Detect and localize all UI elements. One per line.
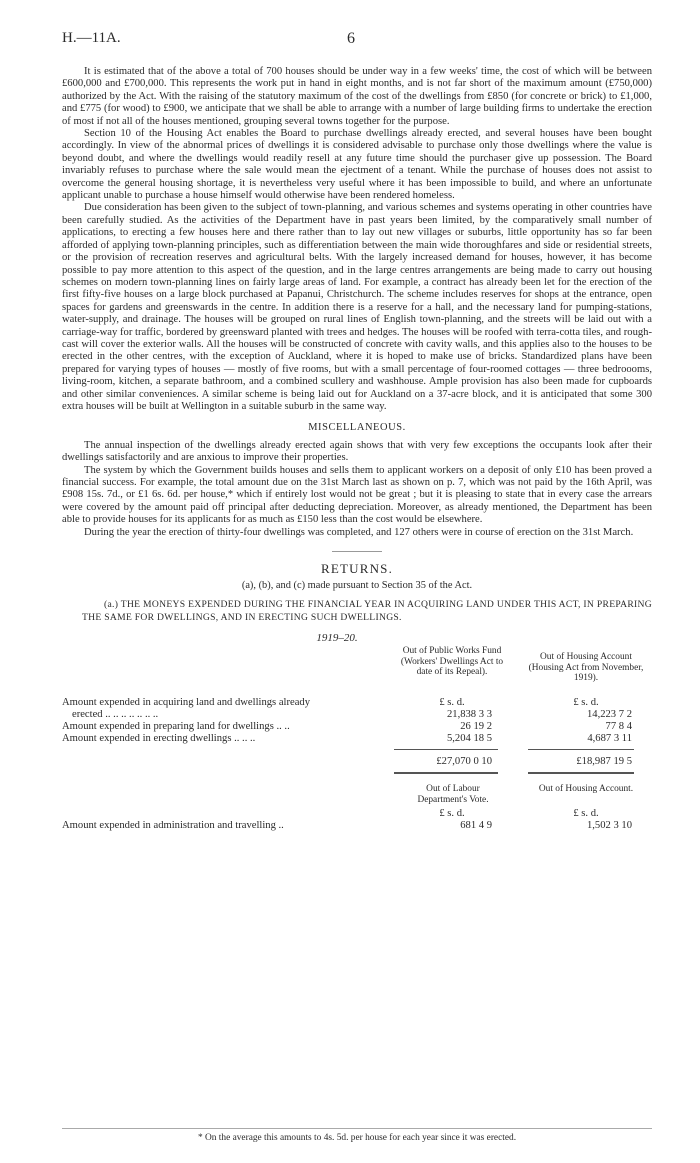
column-header-labour-department: Out of Labour Department's Vote. (417, 784, 489, 805)
table-cell: 4,687 3 11 (587, 733, 632, 745)
divider (528, 772, 634, 774)
paragraph: During the year the erection of thirty-four dwellings was completed, and 127 others were in course of erection on the 31st March. (84, 526, 634, 538)
paragraph: The annual inspection of the dwellings already erected again shows that with very few exceptions the occupants look after their dwellings satisfactorily and are anxious to improve their properties. (62, 439, 652, 464)
table-cell: 21,838 3 3 (446, 709, 492, 721)
row-label: erected .. .. .. .. .. .. .. (72, 709, 159, 721)
page-number: 6 (347, 30, 355, 47)
unit-header: £ s. d. (439, 697, 465, 709)
paragraph: The system by which the Government builds houses and sells them to applicant workers on a deposit of only £10 has been proved a financial success. For example, the total amount due on the 31st March last as shown on p. 7, which was not paid by the 16th April, was £908 15s. 7d., or £1 6s. 6d. per house,* which if entirely lost would not be great ; but it is pleasing to state that in every case the arrears were covered by the amount paid off principal after deducting depreciation. Moreover, as already mentioned, the Department has been able to provide houses for its applicants for as much as £150 less than the cost would be elsewhere. (62, 464, 652, 526)
unit-header: £ s. d. (439, 808, 465, 820)
document-code: H.—11A. (62, 30, 121, 46)
column-header-housing-account-2: Out of Housing Account. (538, 784, 634, 795)
returns-subtitle: (a), (b), and (c) made pursuant to Section 35 of the Act. (241, 580, 473, 592)
returns-title: RETURNS. (320, 561, 394, 577)
row-label: Amount expended in administration and travelling .. (62, 820, 284, 832)
unit-header: £ s. d. (573, 808, 599, 820)
unit-header: £ s. d. (573, 697, 599, 709)
page-body (62, 66, 652, 946)
table-cell: 14,223 7 2 (586, 709, 632, 721)
financial-year: 1919–20. (316, 631, 358, 644)
paragraph: It is estimated that of the above a total of 700 houses should be under way in a few weeks' time, the cost of which will be between £600,000 and £700,000. This represents the work put in hand in eight months, and is not far short of the maximum amount (£750,000) authorized by the Act. With the raising of the statutory maximum of the cost of the dwellings from £850 (for concrete or brick) to £1,000, and £775 (for wood) to £900, we anticipate that we shall be able to arrange with a number of large building firms to undertake the erection of most if not all of the houses mentioned, grouping several towns together for the purpose. (62, 66, 652, 127)
table-cell: 5,204 18 5 (446, 733, 492, 745)
divider (332, 551, 382, 552)
table-cell: 77 8 4 (605, 721, 632, 733)
paragraph: Due consideration has been given to the subject of town-planning, and various schemes and systems operating in other countries have been carefully studied. As the activities of the Department have in past years been limited, by the comparatively small number of applications, to erecting a few houses here and there rather than to lay out new villages or suburbs, little opportunity has so far been afforded of applying town-planning principles, such as differentiation between the main wide thoroughfares and side or residential streets, or the provision of recreation reserves and agricultural belts. With the largely increased demand for houses, however, it has become possible to pay more attention to this aspect of the question, and in the large centres arrangements are being made to carry out housing schemes on modern town-planning lines on fairly large areas of land. For example, a contract has already been let for the erection of the first fifty-five houses on a large block purchased at Papanui, Christchurch. The scheme includes reserves for shops at the entrance, open spaces for gardens and greenswards in the centre. In addition there is a reserve for a hall, and the necessary land for pumping-stations, water-supply, and drainage. The houses will be grouped on rural lines of English town-planning, and the streets will be laid out with a carriage-way for traffic, bordered by greensward planted with trees and hedges. The houses will be roofed with terra-cotta tiles, and rough-cast will cover the exterior walls. All the houses will be constructed of concrete with cavity walls, and this applies also to the houses to be erected in the other centres, with the exception of Auckland, where it is hoped to make use of bricks. Standardized plans have been prepared for varying types of houses — mostly of five rooms, but with a small percentage of four-roomed cottages — three bedroooms, living-room, kitchen, a separate bathroom, and a combined scullery and washhouse. Ample provision has also been made for cupboards and other similar conveniences. A similar scheme is being laid out for Auckland on a 37-acre block, and it is anticipated that some 300 extra houses will be built at Wellington in a suitable suburb in the same way. (62, 202, 652, 412)
table-cell: 1,502 3 10 (586, 820, 632, 832)
footnote-rule (62, 1128, 652, 1129)
footnote: * On the average this amounts to 4s. 5d. per house for each year since it was erected. (197, 1133, 517, 1143)
expenditure-table (62, 646, 652, 946)
divider (528, 749, 634, 750)
table-cell: 26 19 2 (460, 721, 492, 733)
paragraph: Section 10 of the Housing Act enables the Board to purchase dwellings already erected, and several houses have been bought accordingly. In view of the abnormal prices of dwellings it is considered advisable to purchase only those dwellings where the value is beyond doubt, and where the dwellings would readily resell at any future time should the purchaser give up possession. The Board invariably refuses to purchase where the sale would mean the ejectment of a tenant. While the purchase of houses does not assist to overcome the general housing shortage, it is nevertheless very useful where it has been impossible to build, and where an unfortunate applicant unable to purchase a house himself would otherwise have been rendered homeless. (62, 128, 652, 202)
total-housing-account: £18,987 19 5 (576, 756, 632, 768)
divider (394, 772, 498, 774)
total-public-works: £27,070 0 10 (436, 756, 492, 768)
table-cell: 681 4 9 (460, 820, 492, 832)
column-header-housing-account: Out of Housing Account (Housing Act from November, 1919). (528, 652, 644, 684)
page-header (62, 30, 652, 50)
row-label: Amount expended in acquiring land and dwellings already (62, 697, 311, 709)
section-heading-miscellaneous: MISCELLANEOUS. (308, 422, 406, 434)
row-label: Amount expended in erecting dwellings .. .. .. (62, 733, 256, 745)
column-header-public-works: Out of Public Works Fund (Workers' Dwellings Act to date of its Repeal). (400, 646, 504, 678)
section-a-heading: (a.) THE MONEYS EXPENDED DURING THE FINANCIAL YEAR IN ACQUIRING LAND UNDER THIS ACT, IN PREPARING THE SAME FOR DWELLINGS, AND IN ERECTING SUCH DWELLINGS. (82, 598, 652, 623)
divider (394, 749, 498, 750)
row-label: Amount expended in preparing land for dwellings .. .. (62, 721, 290, 733)
